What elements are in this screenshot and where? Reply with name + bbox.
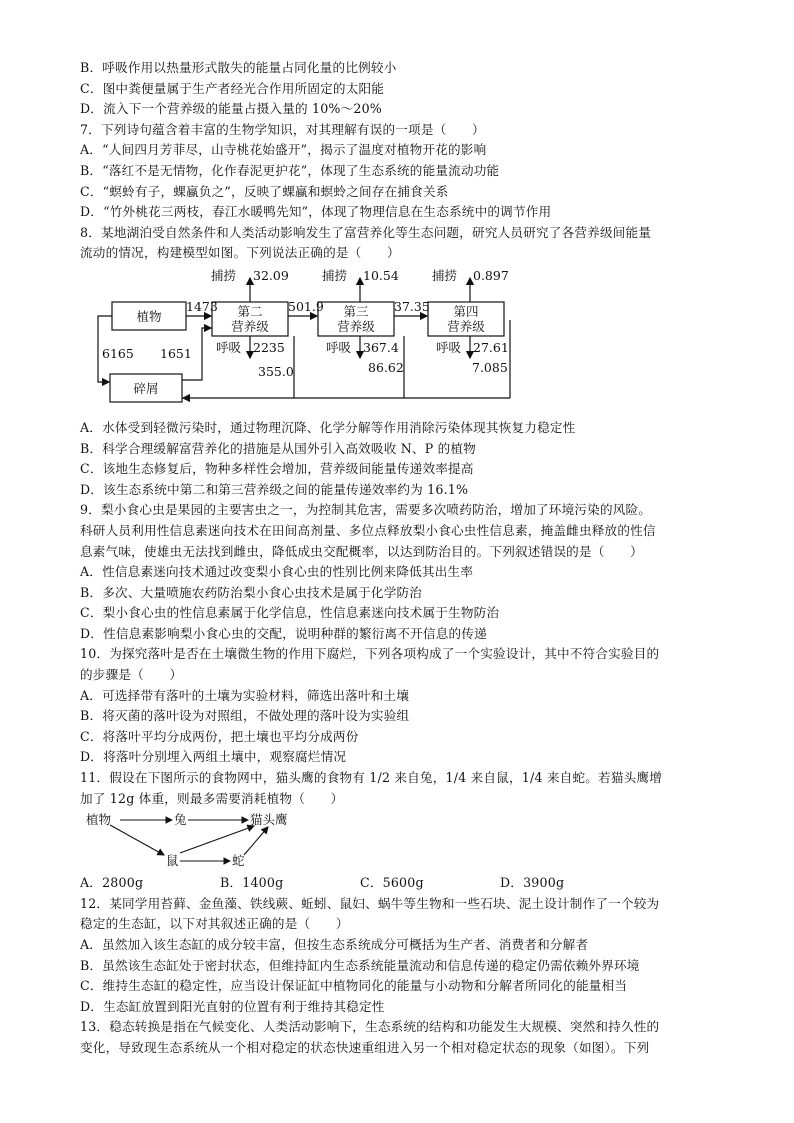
text-line: 科研人员利用性信息素迷向技术在田间高剂量、多位点释放梨小食心虫性信息素，掩盖雌虫释放的性信 [80, 522, 656, 538]
catch-value-2: 32.09 [253, 267, 289, 283]
node-plant: 植物 [86, 812, 112, 828]
resp-value-2: 2235 [253, 339, 285, 355]
text-block-top [80, 58, 720, 264]
question-13-stem: 13．稳态转换是指在气候变化、人类活动影响下，生态系统的结构和功能发生大规模、突然和持久性的 [80, 1019, 660, 1035]
text-line: C．将落叶平均分成两份，把土壤也平均分成两份 [80, 728, 359, 744]
text-line: C．“螟蛉有子，蜾蠃负之”，反映了蜾蠃和螟蛉之间存在捕食关系 [80, 183, 449, 199]
option-b: B．1400g [220, 875, 284, 891]
text-line: A．可选择带有落叶的土壤为实验材料，筛选出落叶和土壤 [80, 687, 410, 703]
text-line: 变化，导致现生态系统从一个相对稳定的状态快速重组进入另一个相对稳定状态的现象（如图）。下列 [80, 1039, 650, 1055]
text-line: 流动的情况，构建模型如图。下列说法正确的是（ ） [80, 245, 400, 261]
text-line: A．性信息素迷向技术通过改变梨小食心虫的性别比例来降低其出生率 [80, 564, 474, 580]
flow-level3-level4: 37.35 [394, 298, 430, 314]
question-10-stem: 10．为探究落叶是否在土壤微生物的作用下腐烂，下列各项构成了一个实验设计，其中不符合实验目的 [80, 646, 660, 662]
text-line: 稳定的生态缸，以下对其叙述正确的是（ ） [80, 916, 349, 932]
to-detritus-2: 355.0 [258, 363, 294, 379]
resp-label: 呼吸 [436, 339, 462, 355]
text-line: D．生态缸放置到阳光直射的位置有利于维持其稳定性 [80, 998, 385, 1014]
text-line: 息素气味，使雄虫无法找到雌虫，降低成虫交配概率，以达到防治目的。下列叙述错误的是（ ） [80, 543, 643, 559]
text-line: B．将灭菌的落叶设为对照组，不做处理的落叶设为实验组 [80, 708, 410, 724]
food-web-svg [84, 811, 364, 869]
text-line: A．“人间四月芳菲尽，山寺桃花始盛开”，揭示了温度对植物开花的影响 [80, 142, 487, 158]
text-line: 加了 12g 体重，则最多需要消耗植物（ ） [80, 790, 344, 806]
text-block-bottom [80, 894, 720, 1059]
catch-label: 捕捞 [322, 267, 348, 283]
text-line: C．维持生态缸的稳定性，应当设计保证缸中植物同化的能量与小动物和分解者所同化的能量相当 [80, 978, 628, 994]
option-d: D．3900g [500, 875, 565, 891]
plant-label: 植物 [136, 308, 162, 324]
text-line: A．水体受到轻微污染时，通过物理沉降、化学分解等作用消除污染体现其恢复力稳定性 [80, 419, 576, 435]
text-line: B．呼吸作用以热量形式散失的能量占同化量的比例较小 [80, 60, 397, 75]
exam-page [80, 58, 720, 1059]
node-rabbit: 兔 [174, 812, 187, 828]
energy-flow-diagram [90, 266, 610, 416]
question-11-stem: 11．假设在下图所示的食物网中，猫头鹰的食物有 1/2 来自兔，1/4 来自鼠，1/4 来自蛇。若猫头鹰增 [80, 770, 663, 786]
level3-label-2: 营养级 [337, 318, 375, 334]
energy-flow-svg [90, 266, 610, 416]
detritus-label: 碎屑 [133, 380, 159, 396]
question-7-stem: 7．下列诗句蕴含着丰富的生物学知识，对其理解有误的一项是（ ） [80, 121, 485, 137]
text-line: B．虽然该生态缸处于密封状态，但维持缸内生态系统能量流动和信息传递的稳定仍需依赖外界环境 [80, 957, 640, 973]
level4-label-1: 第四 [453, 303, 479, 319]
flow-plant-level2: 1473 [186, 298, 218, 314]
level2-label-1: 第二 [237, 303, 263, 319]
text-line: D．流入下一个营养级的能量占摄入量的 10%～20% [80, 101, 382, 117]
text-line: C．图中粪便量属于生产者经光合作用所固定的太阳能 [80, 80, 385, 96]
question-12-stem: 12．某同学用苔藓、金鱼藻、铁线蕨、蚯蚓、鼠妇、蜗牛等生物和一些石块、泥土设计制作了一个较为 [80, 895, 660, 911]
question-8-stem: 8．某地湖泊受自然条件和人类活动影响发生了富营养化等生态问题，研究人员研究了各营养级间能量 [80, 224, 652, 240]
text-line: D．“竹外桃花三两枝，春江水暖鸭先知”，体现了物理信息在生态系统中的调节作用 [80, 204, 552, 220]
level3-label-1: 第三 [343, 303, 369, 319]
to-detritus-4: 7.085 [472, 359, 508, 375]
food-web-diagram [84, 811, 364, 869]
catch-label: 捕捞 [211, 267, 237, 283]
text-line: C．该地生态修复后，物种多样性会增加，营养级间能量传递效率提高 [80, 461, 474, 477]
node-owl: 猫头鹰 [250, 812, 288, 828]
text-line: D．该生态系统中第二和第三营养级之间的能量传递效率约为 16.1% [80, 481, 469, 497]
text-line: A．虽然加入该生态缸的成分较丰富，但按生态系统成分可概括为生产者、消费者和分解者 [80, 937, 589, 952]
text-line: C．梨小食心虫的性信息素属于化学信息，性信息素迷向技术属于生物防治 [80, 605, 500, 621]
catch-label: 捕捞 [432, 267, 458, 283]
question-11-options [80, 873, 720, 894]
text-line: 的步骤是（ ） [80, 667, 183, 683]
text-line: B．多次、大量喷施农药防治梨小食心虫技术是属于化学防治 [80, 584, 423, 600]
text-line: B．“落红不是无情物，化作春泥更护花”，体现了生态系统的能量流动功能 [80, 162, 500, 178]
node-mouse: 鼠 [166, 853, 179, 869]
option-c: C．5600g [360, 875, 424, 891]
plant-to-detritus: 6165 [102, 345, 134, 361]
catch-value-4: 0.897 [473, 267, 509, 283]
resp-label: 呼吸 [216, 339, 242, 355]
level2-label-2: 营养级 [231, 318, 269, 334]
flow-level2-level3: 501.9 [288, 298, 324, 314]
text-line: D．性信息素影响梨小食心虫的交配，说明种群的繁衍离不开信息的传递 [80, 625, 487, 641]
detritus-to-level2: 1651 [160, 345, 192, 361]
node-snake: 蛇 [232, 853, 245, 869]
level4-label-2: 营养级 [447, 318, 485, 334]
catch-value-3: 10.54 [363, 267, 399, 283]
resp-value-4: 27.61 [473, 339, 509, 355]
text-line: B．科学合理缓解富营养化的措施是从国外引入高效吸收 N、P 的植物 [80, 440, 476, 456]
to-detritus-3: 86.62 [368, 359, 404, 375]
resp-label: 呼吸 [326, 339, 352, 355]
text-line: D．将落叶分别埋入两组土壤中，观察腐烂情况 [80, 749, 347, 765]
question-9-stem: 9．梨小食心虫是果园的主要害虫之一，为控制其危害，需要多次喷药防治，增加了环境污染的风险。 [80, 502, 652, 518]
resp-value-3: 367.4 [363, 339, 399, 355]
text-block-mid [80, 418, 720, 809]
option-a: A．2800g [80, 875, 144, 891]
